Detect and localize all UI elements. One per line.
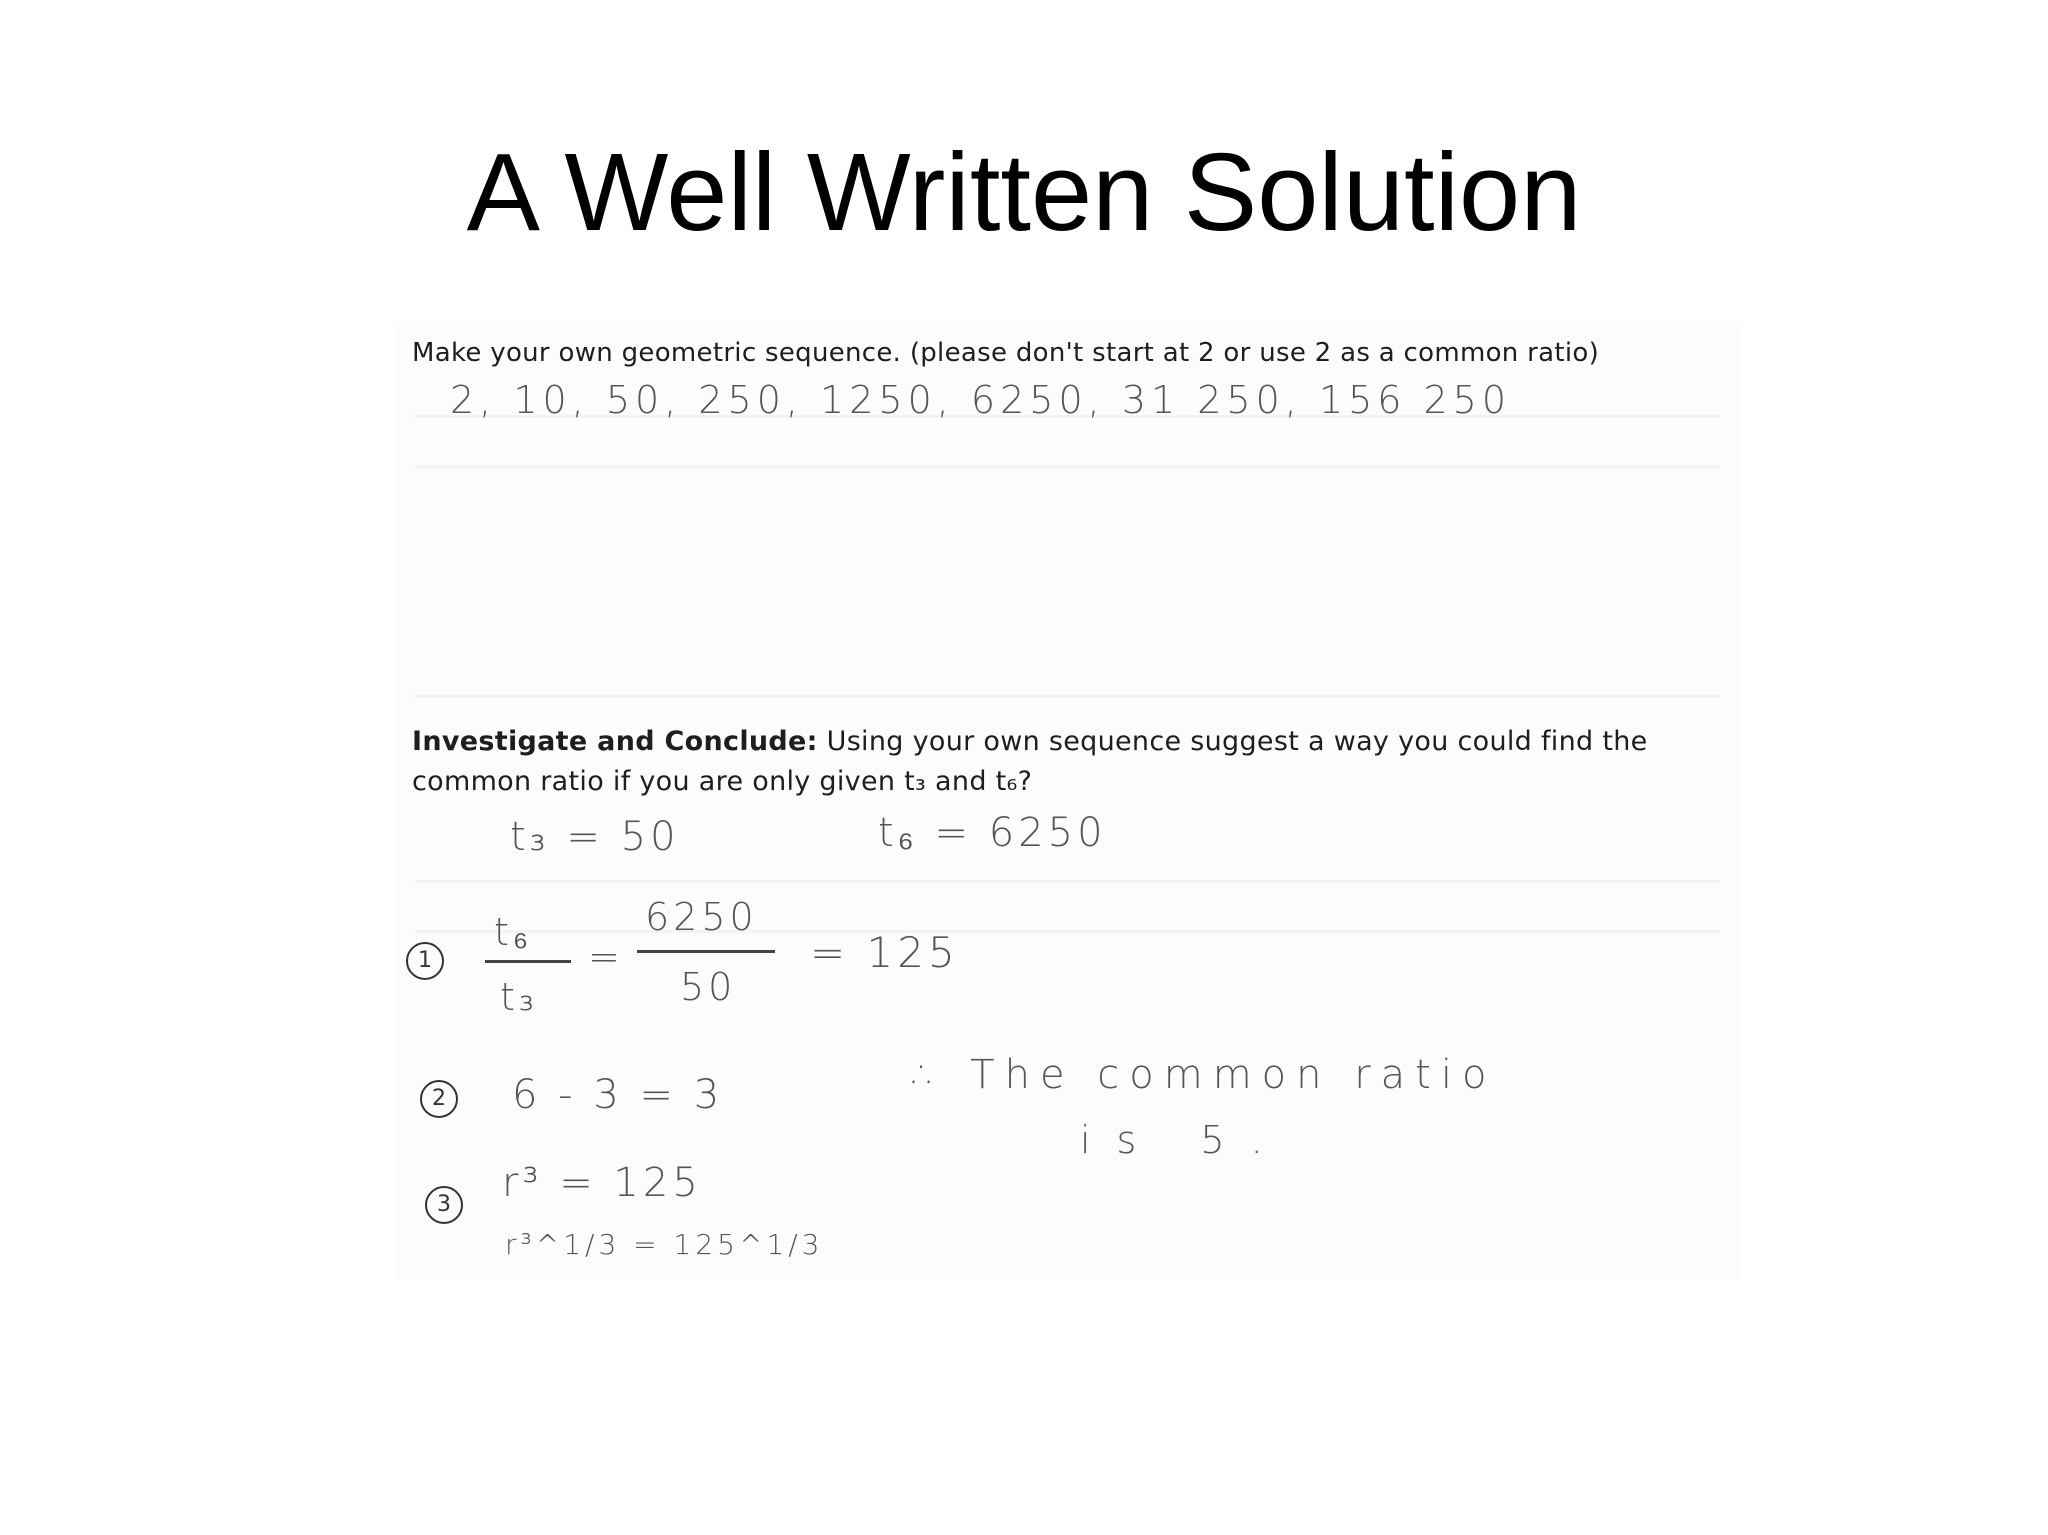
step-1-circle: 1	[406, 942, 444, 980]
step-1-result: = 125	[810, 928, 959, 977]
given-t6: t₆ = 6250	[878, 810, 1107, 856]
step-1-fraction-bar	[485, 960, 571, 963]
prompt-investigate-line2: common ratio if you are only given t₃ and t₆?	[412, 766, 1033, 797]
step-3-circle: 3	[425, 1186, 463, 1224]
step-2-expression: 6 - 3 = 3	[512, 1072, 724, 1118]
step-1-equals: =	[588, 935, 624, 979]
step-3-line1: r³ = 125	[502, 1160, 702, 1206]
step-1-value-bar	[637, 950, 775, 953]
prompt-make-sequence: Make your own geometric sequence. (please don't start at 2 or use 2 as a common ratio)	[412, 338, 1600, 368]
prompt-investigate-heading: Investigate and Conclude:	[412, 726, 818, 757]
step-3-line2: r³^1/3 = 125^1/3	[505, 1228, 824, 1261]
scanned-worksheet	[395, 325, 1740, 1280]
prompt-investigate	[412, 726, 1648, 757]
step-1-denominator: t₃	[500, 975, 539, 1019]
step-1-numerator-value: 6250	[645, 895, 758, 939]
scan-smudge	[415, 695, 1720, 698]
given-t3: t₃ = 50	[510, 814, 680, 860]
conclusion-line2: is 5.	[1080, 1118, 1289, 1162]
scan-smudge	[415, 930, 1720, 933]
handwritten-sequence: 2, 10, 50, 250, 1250, 6250, 31 250, 156 250	[450, 378, 1512, 422]
slide-title: A Well Written Solution	[466, 131, 1582, 254]
scan-smudge	[415, 465, 1720, 468]
conclusion-line1: ∴ The common ratio	[912, 1052, 1497, 1098]
step-2-circle: 2	[420, 1080, 458, 1118]
scan-smudge	[415, 880, 1720, 883]
step-1-denominator-value: 50	[680, 965, 737, 1009]
prompt-investigate-text: Using your own sequence suggest a way you could find the	[817, 726, 1648, 757]
step-1-numerator: t₆	[494, 910, 533, 954]
